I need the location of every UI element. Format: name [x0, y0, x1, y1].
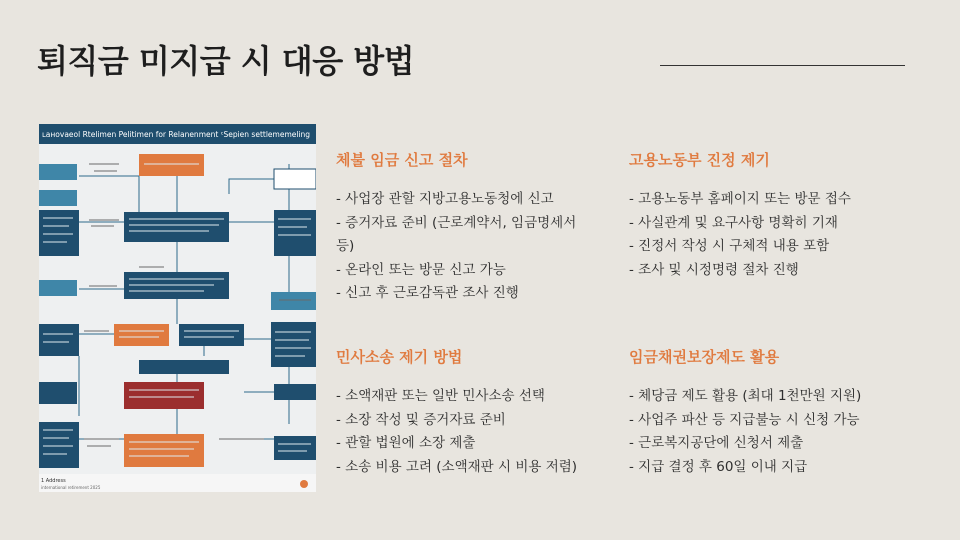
bullet-list	[629, 385, 914, 479]
section-civil-lawsuit	[336, 346, 616, 479]
figure-footer-line1: 1 Address	[41, 478, 66, 484]
title-divider	[660, 65, 905, 66]
list-item: - 사업주 파산 등 지급불능 시 신청 가능	[629, 411, 860, 428]
section-wage-claim-guarantee	[629, 346, 914, 479]
list-item: - 체당금 제도 활용 (최대 1천만원 지원)	[629, 388, 862, 404]
list-item: - 고용노동부 홈페이지 또는 방문 접수	[629, 191, 851, 207]
list-item: - 사업장 관할 지방고용노동청에 신고	[336, 191, 554, 207]
list-item: - 소장 작성 및 증거자료 준비	[336, 411, 506, 428]
bullet-list	[629, 188, 914, 282]
section-heading: 체불 임금 신고 절차	[336, 151, 468, 169]
bullet-list	[336, 188, 598, 306]
page-title: 퇴직금 미지급 시 대응 방법	[37, 42, 415, 80]
section-heading: 임금채권보장제도 활용	[629, 348, 780, 366]
flowchart-illustration	[39, 124, 316, 492]
section-labor-ministry-petition	[629, 149, 914, 282]
section-heading: 고용노동부 진정 제기	[629, 151, 770, 169]
list-item: - 관할 법원에 소장 제출	[336, 435, 476, 451]
section-wage-arrears-report	[336, 149, 598, 306]
list-item: - 근로복지공단에 신청서 제출	[629, 435, 804, 451]
list-item: - 온라인 또는 방문 신고 가능	[336, 261, 506, 278]
figure-footer-line2: international retirement 2025	[41, 485, 101, 490]
list-item: - 조사 및 시정명령 절차 진행	[629, 261, 799, 278]
section-heading: 민사소송 제기 방법	[336, 348, 463, 366]
list-item: - 증거자료 준비 (근로계약서, 임금명세서 등)	[336, 214, 577, 254]
list-item: - 지급 결정 후 60일 이내 지급	[629, 458, 808, 475]
figure-header-text: ʟaʜovaeol Rtelimen Pelitimen for Relanenment ᶜSepien settlememeling	[42, 130, 311, 139]
list-item: - 진정서 작성 시 구체적 내용 포함	[629, 238, 830, 254]
list-item: - 소송 비용 고려 (소액재판 시 비용 저렴)	[336, 458, 578, 475]
list-item: - 신고 후 근로감독관 조사 진행	[336, 285, 519, 301]
bullet-list	[336, 385, 616, 479]
list-item: - 소액재판 또는 일반 민사소송 선택	[336, 388, 545, 404]
list-item: - 사실관계 및 요구사항 명확히 기재	[629, 214, 838, 231]
